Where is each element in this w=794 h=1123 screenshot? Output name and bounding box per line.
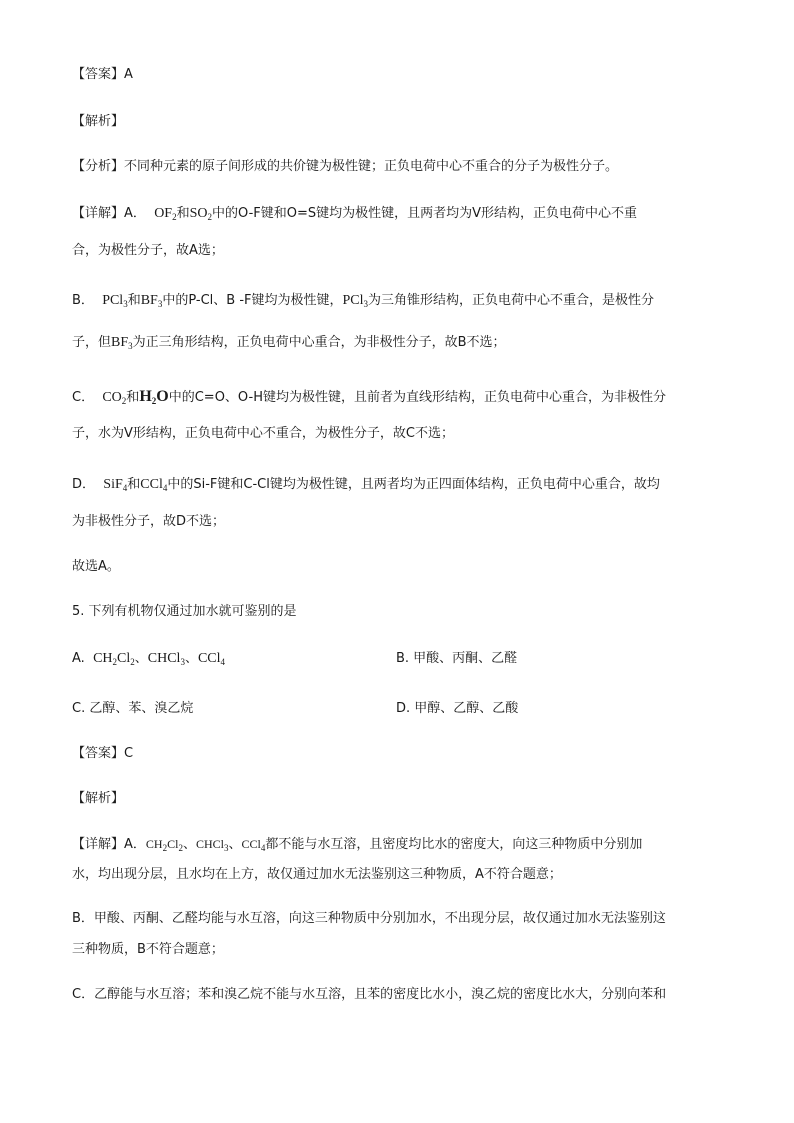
formula-so2: $SO_2$ — [189, 206, 213, 222]
formula-sif4: SiF$_4$ — [103, 477, 128, 493]
formula-h2o: $H_2O$ — [139, 388, 169, 406]
option-a: A. $CH_2Cl_2$、CHCl$_3$、CCl$_4$ — [72, 651, 226, 667]
answer-value: C — [124, 746, 134, 761]
detail2-a-line-2: 水，均出现分层，且水均在上方，故仅通过加水无法鉴别这三种物质，A不符合题意； — [72, 867, 562, 882]
answer-value: A — [124, 67, 133, 82]
option-c: C. 乙醇、苯、溴乙烷 — [72, 701, 194, 716]
formula-chcl3: CHCl$_3$ — [195, 837, 229, 853]
answer-line-2 — [72, 745, 722, 763]
detail2-c-line-1: C．乙醇能与水互溶；苯和溴乙烷不能与水互溶，且苯的密度比水小，溴乙烷的密度比水大，分别向苯和 — [72, 987, 667, 1002]
detail-label: 【详解】 — [72, 837, 125, 852]
detail-b-line-2: 子，但$BF_3$为正三角形结构，正负电荷中心重合，为非极性分子，故B不选； — [72, 335, 506, 351]
formula-co2: $CO_2$ — [102, 390, 127, 406]
detail-a-line-2: 合，为极性分子，故A选； — [72, 243, 224, 258]
formula-pcl3: PCl$_3$ — [102, 293, 128, 309]
formula-bf3: $BF_3$ — [111, 335, 133, 351]
detail-d-line-1: D． SiF$_4$和CCl$_4$中的Si-F键和C-Cl键均为极性键，且两者均为正四面体结构，正负电荷中心重合，故均 — [72, 477, 660, 493]
detail2-a-line-1: 【详解】A．$CH_2Cl_2$、CHCl$_3$、CCl$_4$都不能与水互溶，且密度均比水的密度大，向这三种物质中分别加 — [72, 837, 643, 853]
detail-b-line-1: B． PCl$_3$和$BF_3$中的P-Cl、B -F键均为极性键，PCl$_3$为三角锥形结构，正负电荷中心不重合，是极性分 — [72, 293, 655, 309]
question-stem: 5. 下列有机物仅通过加水就可鉴别的是 — [72, 604, 297, 619]
formula-ch2cl2: $CH_2Cl_2$ — [93, 651, 135, 667]
fenxi-line — [72, 158, 722, 176]
formula-ccl4: CCl$_4$ — [140, 477, 168, 493]
answer-line-1 — [72, 66, 722, 84]
fenxi-text: 不同种元素的原子间形成的共价键为极性键；正负电荷中心不重合的分子为极性分子。 — [124, 159, 619, 174]
detail-d-line-2: 为非极性分子，故D不选； — [72, 514, 226, 529]
answer-label: 【答案】 — [72, 67, 125, 82]
detail2-b-line-1: B．甲酸、丙酮、乙醛均能与水互溶，向这三种物质中分别加水，不出现分层，故仅通过加水无法鉴别这 — [72, 911, 666, 926]
option-b: B. 甲酸、丙酮、乙醛 — [396, 651, 518, 666]
fenxi-label: 【分析】 — [72, 159, 125, 174]
analysis-label-1: 【解析】 — [72, 114, 125, 129]
detail-c-line-1: C． $CO_2$和$H_2O$中的C=O、O-H键均为极性键，且前者为直线形结构，正负电荷中心重合，为非极性分 — [72, 388, 666, 406]
answer-label: 【答案】 — [72, 746, 125, 761]
formula-ch2cl2: $CH_2Cl_2$ — [145, 837, 183, 853]
analysis-label-2: 【解析】 — [72, 791, 125, 806]
option-d: D. 甲醇、乙醇、乙酸 — [396, 701, 519, 716]
formula-ccl4: CCl$_4$ — [241, 837, 266, 853]
formula-ccl4: CCl$_4$ — [197, 651, 226, 667]
detail-label: 【详解】 — [72, 206, 125, 221]
formula-bf3: $BF_3$ — [140, 293, 163, 309]
formula-chcl3: CHCl$_3$ — [147, 651, 185, 667]
detail-c-line-2: 子，水为V形结构，正负电荷中心不重合，为极性分子，故C不选； — [72, 426, 454, 441]
detail-a-line-1: 【详解】A． $OF_2$和$SO_2$中的O-F键和O=S键均为极性键，且两者均为V形结构，正负电荷中心不重 — [72, 206, 638, 222]
conclusion-line: 故选A。 — [72, 559, 120, 574]
detail2-b-line-2: 三种物质，B不符合题意； — [72, 942, 224, 957]
formula-pcl3: PCl$_3$ — [342, 293, 369, 309]
formula-of2: $OF_2$ — [154, 206, 177, 222]
